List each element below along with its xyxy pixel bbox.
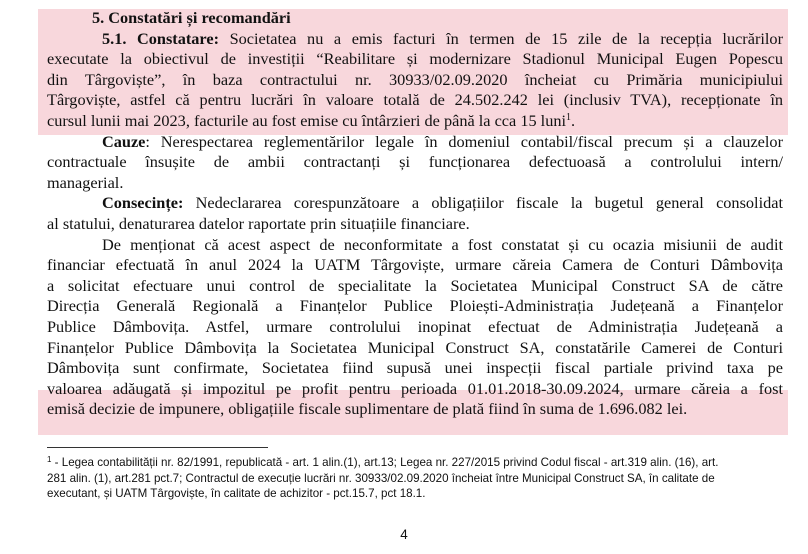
footnote-marker: 1 [47,455,52,464]
constatare-heading: 5.1. Constatare: [102,28,219,48]
mentiune-line: Direcția Generală Regională a Finanțelor Publice Ploiești-Administrația Județeană a Finanțelor [47,296,783,316]
mentiune-line: Finanțelor Publice Dâmbovița la Societatea Municipal Construct SA, constatările Camerei de Conturi [47,337,783,357]
constatare-line: Târgoviște, astfel că pentru lucrări în valoare totală de 24.502.242 lei (inclusiv TVA), recepționate în [47,90,783,110]
cauze-heading: Cauze [102,131,146,151]
document-body [47,8,783,420]
cauze-line: contractuale însușite de ambii contractanți și funcționarea defectuoasă a controlului intern/ [47,152,783,172]
mentiune-line: financiar efectuată în anul 2024 la UATM Târgoviște, urmare căreia Camera de Conturi Dâmbovița [47,255,783,275]
footnote-reference[interactable]: 1 [566,111,572,123]
consecinte-heading: Consecințe: [102,193,184,213]
constatare-line: executate la obiectivul de investiții “Reabilitare și modernizare Stadionul Municipal Eugen Popescu [47,49,783,69]
footnote-line: $^1$ - Legea contabilității nr. 82/1991, republicată - art. 1 alin.(1), art.13; Legea nr. 227/2015 privind Codul fiscal - art.319 alin. (16), art. [47,455,719,469]
mentiune-line: Publice Dâmbovița. Astfel, urmare controlului inopinat efectuat de Administrația Județeană a [47,316,783,336]
section-title: 5. Constatări și recomandări [92,8,291,27]
cauze-line: Cauze: Nerespectarea reglementărilor legale în domeniul contabil/fiscal precum și a clauzelor [102,131,783,151]
mentiune-line: De menționat că acest aspect de neconformitate a fost constatat și cu ocazia misiunii de audit [102,234,783,254]
mentiune-line: Dâmbovița sunt confirmate, Societatea fiind supusă unei inspecții fiscal partiale privind taxa pe [47,358,783,378]
mentiune-line: emisă decizie de impunere, obligațiile fiscale suplimentare de plată fiind în suma de 1.696.082 lei. [47,399,688,419]
constatare-line: din Târgoviște”, în baza contractului nr. 30933/02.09.2020 încheiat cu Primăria municipiului [47,69,783,89]
consecinte-line: al statului, denaturarea datelor raportate prin situațiile financiare. [47,213,470,233]
footnote [47,455,783,502]
page-number: 4 [400,527,408,542]
consecinte-line: Consecințe: Nedeclararea corespunzătoare a obligațiilor fiscale la bugetul general consolidat [102,193,783,213]
constatare-line: 5.1. Constatare: Societatea nu a emis facturi în termen de 15 zile de la recepția lucrărilor [102,28,783,48]
footnote-line: 281 alin. (1), art.281 pct.7; Contractul de execuție lucrări nr. 30933/02.09.2020 încheiat între Municipal Construct SA, în calitate de [47,471,715,485]
footnote-line: executant, și UATM Târgoviște, în calitate de achizitor - pct.15.7, pct 18.1. [47,487,426,501]
mentiune-line: valoarea adăugată și impozitul pe profit pentru perioada 01.01.2018-30.09.2024, urmare căreia a fost [47,378,783,398]
mentiune-line: a solicitat efectuare unui control de specialitate la Societatea Municipal Construct SA de către [47,275,783,295]
cauze-line: managerial. [47,172,124,192]
constatare-line: cursul lunii mai 2023, facturile au fost emise cu întârzieri de până la cca 15 luni$^1$. [47,110,576,130]
footnote-divider [47,447,268,448]
